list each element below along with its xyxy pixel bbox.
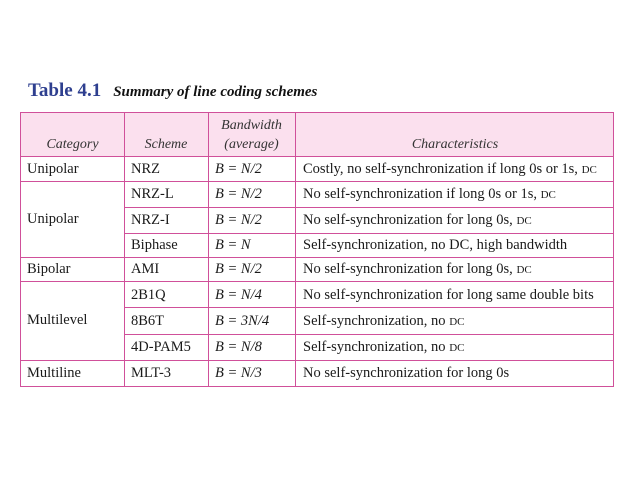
scheme-cell: NRZ-L xyxy=(131,186,174,202)
header-scheme: Scheme xyxy=(144,137,188,152)
characteristics-cell: Costly, no self-synchronization if long 0s or 1s, DC xyxy=(303,161,597,177)
characteristics-cell: Self-synchronization, no DC xyxy=(303,313,465,329)
bandwidth-cell: B = N/2 xyxy=(215,186,262,202)
category-cell: Unipolar xyxy=(27,161,79,177)
characteristics-cell: No self-synchronization for long 0s xyxy=(303,365,510,381)
row-divider xyxy=(21,257,613,258)
row-divider xyxy=(124,207,613,208)
characteristics-cell: No self-synchronization for long 0s, DC xyxy=(303,212,532,228)
scheme-cell: Biphase xyxy=(131,237,178,253)
bandwidth-cell: B = N/4 xyxy=(215,287,262,303)
bandwidth-cell: B = N/3 xyxy=(215,365,262,381)
scheme-cell: MLT-3 xyxy=(131,365,172,381)
line-coding-table xyxy=(20,112,614,387)
header-category: Category xyxy=(46,137,99,152)
caption-title: Summary of line coding schemes xyxy=(113,84,318,100)
caption-number: Table 4.1 xyxy=(28,80,102,101)
characteristics-cell: No self-synchronization if long 0s or 1s, DC xyxy=(303,186,556,202)
header-characteristics: Characteristics xyxy=(411,137,499,152)
scheme-cell: 2B1Q xyxy=(131,287,166,303)
bandwidth-cell: B = 3N/4 xyxy=(215,313,270,329)
scheme-cell: NRZ xyxy=(131,161,160,177)
row-divider xyxy=(21,181,613,182)
characteristics-cell: No self-synchronization for long same double bits xyxy=(303,287,594,303)
row-divider xyxy=(21,360,613,361)
scheme-cell: AMI xyxy=(131,261,160,277)
bandwidth-cell: B = N/2 xyxy=(215,212,262,228)
bandwidth-cell: B = N/2 xyxy=(215,261,262,277)
bandwidth-cell: B = N/8 xyxy=(215,339,262,355)
row-divider xyxy=(124,334,613,335)
bandwidth-cell: B = N xyxy=(215,237,251,253)
characteristics-cell: Self-synchronization, no DC xyxy=(303,339,465,355)
table-caption xyxy=(28,80,317,102)
column-divider xyxy=(295,113,296,386)
header-bandwidth-sub: (average) xyxy=(224,137,279,152)
row-divider xyxy=(21,281,613,282)
characteristics-cell: No self-synchronization for long 0s, DC xyxy=(303,261,532,277)
characteristics-cell: Self-synchronization, no DC, high bandwidth xyxy=(303,237,568,253)
row-divider xyxy=(124,233,613,234)
category-cell: Multilevel xyxy=(27,312,88,328)
row-divider xyxy=(124,307,613,308)
bandwidth-cell: B = N/2 xyxy=(215,161,262,177)
category-cell: Unipolar xyxy=(27,211,79,227)
scheme-cell: 4D-PAM5 xyxy=(131,339,191,355)
scheme-cell: 8B6T xyxy=(131,313,165,329)
category-cell: Multiline xyxy=(27,365,81,381)
scheme-cell: NRZ-I xyxy=(131,212,170,228)
header-bandwidth: Bandwidth xyxy=(221,118,282,133)
column-divider xyxy=(124,113,125,386)
column-divider xyxy=(208,113,209,386)
category-cell: Bipolar xyxy=(27,261,71,277)
